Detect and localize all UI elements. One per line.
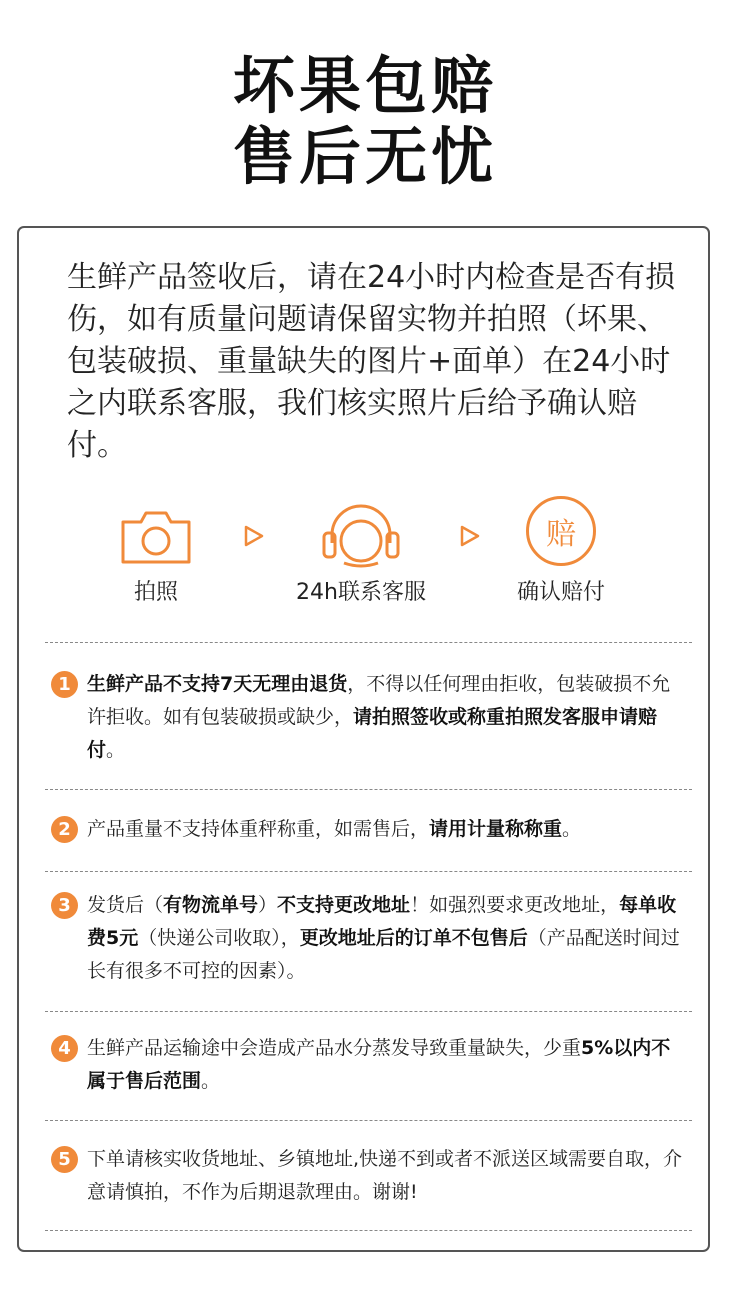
emphasis-text: 有物流单号: [163, 894, 259, 916]
compensation-icon: [526, 496, 596, 566]
number-badge: 1: [51, 671, 78, 698]
divider: [45, 1230, 692, 1231]
body-text: 。: [106, 739, 126, 761]
emphasis-text: 请用计量称称重: [429, 818, 563, 840]
number-badge: 4: [51, 1035, 78, 1062]
divider: [45, 1011, 692, 1012]
notice-text: [87, 1032, 687, 1098]
emphasis-text: 更改地址后的订单不包售后: [299, 927, 528, 949]
step-label-compensate: 确认赔付: [516, 580, 605, 605]
body-text: （产品配送时间过长有很多不可控的因素）。: [87, 927, 680, 982]
body-text: 产品重量不支持体重秤称重，如需售后，: [87, 818, 430, 840]
number-badge: 2: [51, 816, 78, 843]
notice-text: [87, 813, 687, 846]
divider: [45, 789, 692, 790]
emphasis-text: 生鲜产品不支持7天无理由退货: [87, 673, 348, 695]
step-label-contact: 24h联系客服: [296, 580, 426, 605]
notice-text: [87, 1143, 687, 1209]
body-text: 下单请核实收货地址、乡镇地址,快递不到或者不派送区域需要自取，介意请慎拍，不作为后期退款理由。谢谢!: [87, 1148, 683, 1203]
intro-paragraph: 生鲜产品签收后，请在24小时内检查是否有损伤，如有质量问题请保留实物并拍照（坏果、包装破损、重量缺失的图片+面单）在24小时之内联系客服，我们核实照片后给予确认赔付。: [67, 260, 676, 463]
body-text: 。: [201, 1070, 221, 1092]
body-text: 生鲜产品运输途中会造成产品水分蒸发导致重量缺失，少重: [87, 1037, 582, 1059]
emphasis-text: 不支持更改地址: [277, 894, 411, 916]
emphasis-text: 每单收费5元: [87, 894, 677, 949]
page-title: 坏果包赔: [232, 49, 497, 122]
divider: [45, 642, 692, 643]
number-badge: 5: [51, 1146, 78, 1173]
headset-icon: [316, 495, 406, 569]
step-label-photo: 拍照: [133, 580, 178, 605]
divider: [45, 871, 692, 872]
after-sales-card: [17, 226, 710, 1252]
body-text: ）: [258, 894, 278, 916]
body-text: （快递公司收取），: [138, 927, 300, 949]
body-text: ，不得以任何理由拒收，包装破损不允许拒收。如有包装破损或缺少，: [87, 673, 671, 728]
divider: [45, 1120, 692, 1121]
emphasis-text: 请拍照签收或称重拍照发客服申请赔付: [87, 706, 658, 761]
page-subtitle: 售后无忧: [232, 120, 497, 193]
compensation-glyph: 赔: [546, 517, 576, 552]
number-badge: 3: [51, 892, 78, 919]
body-text: ！如强烈要求更改地址，: [410, 894, 620, 916]
arrow-right-icon: [459, 524, 481, 548]
emphasis-text: 5%以内不属于售后范围: [87, 1037, 671, 1092]
notice-text: [87, 668, 687, 767]
body-text: 发货后（: [87, 894, 164, 916]
camera-icon: [119, 510, 193, 566]
arrow-right-icon: [243, 524, 265, 548]
notice-text: [87, 889, 687, 988]
body-text: 。: [562, 818, 582, 840]
